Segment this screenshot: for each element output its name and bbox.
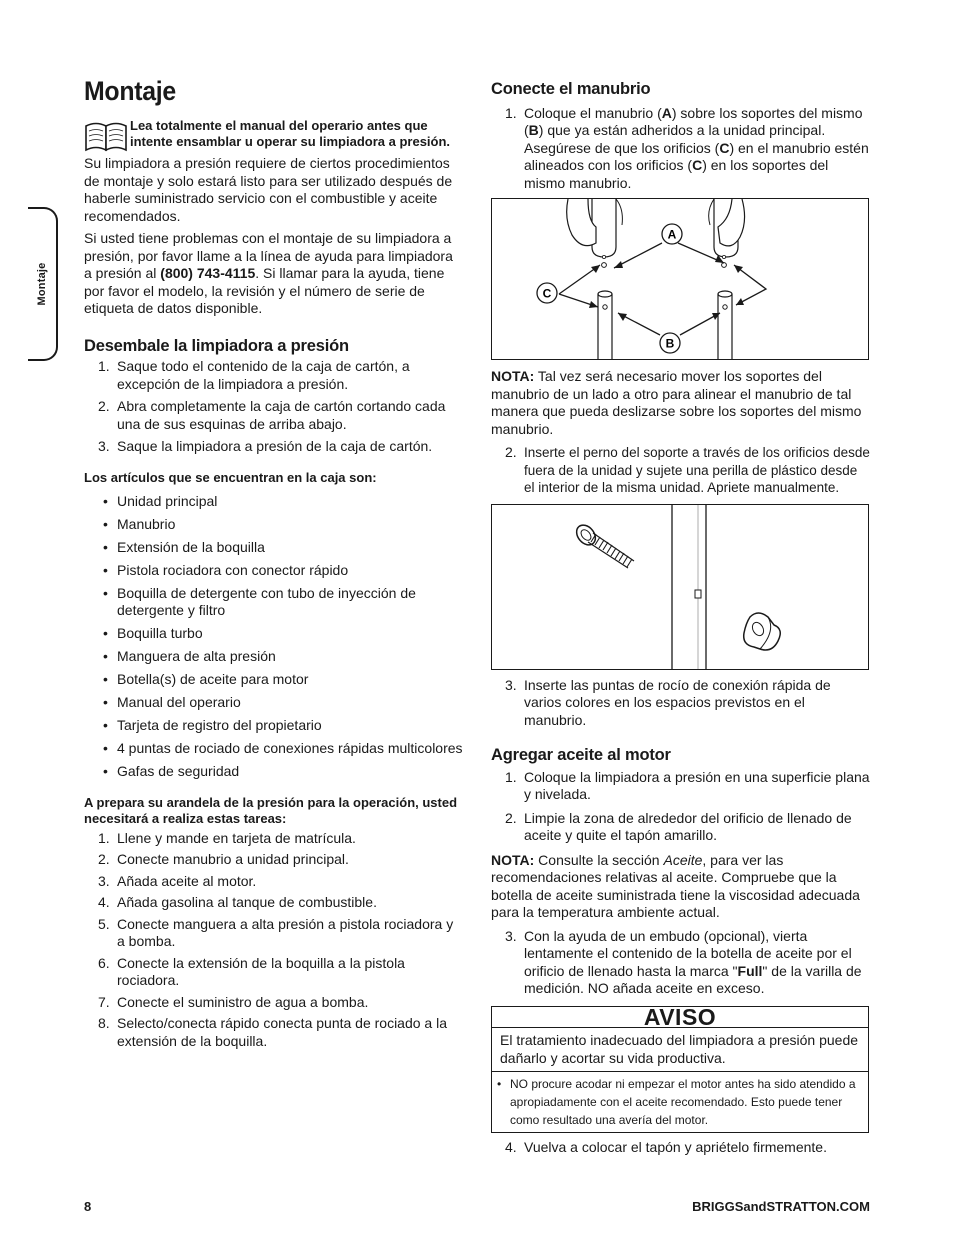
list-item: 1. Coloque la limpiadora a presión en una superficie plana y nivelada. [505,768,870,802]
oil-step-4 [491,1139,871,1157]
read-manual-warning: Lea totalmente el manual del operario antes que intente ensamblar u operar su limpiadora a presión. [130,118,451,149]
list-item: • Extensión de la boquilla [84,539,464,557]
list-item: 2. Abra completamente la caja de cartón cortando cada una de sus esquinas de arriba abajo. [98,398,446,432]
handle-step-3 [491,677,871,730]
page-title: Montaje [84,76,176,106]
list-item: • Unidad principal [84,493,464,511]
list-item: 1. Coloque el manubrio (A) sobre los soportes del mismo (B) que ya están adheridos a la unidad principal. Asegúrese de que los orificios (C) en el manubrio estén alineados con los orificios (C) en los soportes del mismo manubrio. [505,104,869,191]
list-item: 2. Conecte manubrio a unidad principal. [98,851,349,867]
list-item: 3. Saque la limpiadora a presión de la caja de cartón. [98,438,433,454]
box-contents-heading: Los artículos que se encuentran en la caja son: [84,469,377,485]
callout-c: C [542,286,552,301]
list-item: 6. Conecte la extensión de la boquilla a la pistola rociadora. [98,954,405,988]
notice-body: El tratamiento inadecuado del limpiadora a presión puede dañarlo y acortar su vida productiva. [492,1028,868,1072]
list-item: 5. Conecte manguera a alta presión a pistola rociadora y a bomba. [98,915,454,949]
list-item: • Pistola rociadora con conector rápido [84,562,464,580]
list-item: 7. Conecte el suministro de agua a bomba. [98,993,369,1010]
list-item: 2. Inserte el perno del soporte a través de los orificios desde fuera de la unidad y sujete una perilla de plástico desde el interior de la misma unidad. Apriete manualmente. [505,444,870,495]
list-item: • Botella(s) de aceite para motor [84,671,464,689]
right-column [491,81,871,1157]
list-item: 4. Vuelva a colocar el tapón y apriételo firmemente. [505,1139,827,1155]
box-contents-list [84,493,464,781]
oil-steps [491,769,871,845]
unpack-steps [84,358,464,456]
side-section-tab [28,207,58,361]
list-item: • Manguera de alta presión [84,648,464,666]
page-number: 8 [84,1199,92,1214]
list-item: • Gafas de seguridad [84,763,464,781]
intro-paragraph-2: Si usted tiene problemas con el montaje de su limpiadora a presión, por favor llame a la línea de ayuda para limpiadora a presión al (800) 743-4115. Si llamar para la ayuda, tiene por favor el modelo, la revisión y el número de serie de etiqueta de datos disponible. [84,230,453,316]
intro-paragraph-1: Su limpiadora a presión requiere de ciertos procedimientos de montaje y solo estará listo para ser utilizado después de haberle suministrado servicio con el combustible y aceite recomendados. [84,155,453,224]
handle-heading: Conecte el manubrio [491,80,651,98]
list-item: • Tarjeta de registro del propietario [84,717,464,735]
handle-step-2 [491,444,871,497]
list-item: • Manubrio [84,516,464,534]
list-item: 1. Saque todo el contenido de la caja de cartón, a excepción de la limpiadora a presión. [98,358,410,392]
list-item: 4. Añada gasolina al tanque de combustible. [98,894,377,910]
handle-note: NOTA: Tal vez será necesario mover los soportes del manubrio de un lado a otro para alinear el manubrio de tal manera que pueda deslizarse sobre los soportes del mismo manubrio. [491,368,862,437]
website-url: BRIGGSandSTRATTON.COM [692,1199,870,1214]
helpline-phone: (800) 743-4115 [160,265,256,281]
list-item: • Boquilla de detergente con tubo de inyección de detergente y filtro [84,585,464,620]
notice-bullet: • NO procure acodar ni empezar el motor antes ha sido atendido a apropiadamente con el aceite recomendado. Esto puede tener como resultado una avería del motor. [492,1072,868,1132]
list-item: • 4 puntas de rociado de conexiones rápidas multicolores [84,740,464,758]
tasks-heading: A prepara su arandela de la presión para la operación, usted necesitará a realiza estas tareas: [84,794,458,826]
intro-section [84,118,464,1050]
list-item: • Manual del operario [84,694,464,712]
list-item: 1. Llene y mande en tarjeta de matrícula. [98,829,356,846]
bolt-knob-illustration [492,505,868,669]
list-item: • Boquilla turbo [84,625,464,643]
book-icon [84,120,128,152]
oil-note: NOTA: Consulte la sección Aceite, para ver las recomendaciones relativas al aceite. Compruebe que la botella de aceite suministrada tiene la viscosidad adecuada para la temperatura ambiente actual. [491,851,860,920]
handle-step-1 [491,105,871,193]
handle-alignment-figure [491,198,869,360]
callout-b: B [665,336,675,351]
oil-heading: Agregar aceite al motor [491,746,671,764]
list-item: 8. Selecto/conecta rápido conecta punta de rociado a la extensión de la boquilla. [98,1015,448,1049]
unpack-heading: Desembale la limpiadora a presión [84,336,349,355]
bolt-knob-figure [491,504,869,670]
list-item: 2. Limpie la zona de alrededor del orificio de llenado de aceite y quite el tapón amarillo. [505,809,852,843]
notice-title: AVISO [492,1007,868,1029]
notice-box [491,1003,869,1134]
list-item: 3. Con la ayuda de un embudo (opcional), vierta lentamente el contenido de la botella de aceite por el orificio de llenado hasta la marca "Full" de la varilla de medición. NO añada aceite en exceso. [505,927,862,996]
callout-a: A [667,227,677,242]
handle-alignment-illustration [492,199,868,359]
oil-step-3 [491,928,871,998]
tasks-list [84,830,464,1051]
list-item: 3. Inserte las puntas de rocío de conexión rápida de varios colores en los espacios previstos en el manubrio. [505,676,831,728]
side-tab-label: Montaje [36,262,48,306]
list-item: 3. Añada aceite al motor. [98,872,257,889]
